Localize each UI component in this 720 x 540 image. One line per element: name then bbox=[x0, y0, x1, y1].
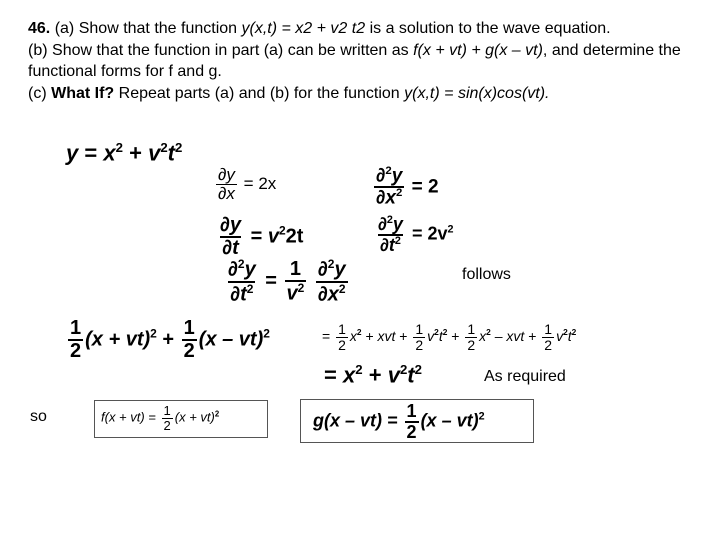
part-a-function: y(x,t) = x2 + v2 t2 bbox=[241, 20, 366, 37]
part-a-end: is a solution to the wave equation. bbox=[369, 20, 611, 37]
part-a-line bbox=[28, 18, 708, 40]
part-c-label: (c) bbox=[28, 84, 47, 102]
part-b-form: f(x + vt) + g(x – vt) bbox=[413, 41, 543, 59]
part-c-text: Repeat parts (a) and (b) for the function bbox=[118, 84, 400, 102]
part-a-label: (a) bbox=[54, 20, 75, 37]
part-b-end: , and determine the functional forms for f and g. bbox=[28, 41, 681, 80]
equation-d2y-dt2: $\frac{\partial^2y}{\partial t^2}$ = $2v^2$ bbox=[378, 214, 454, 255]
part-a-text: Show that the function bbox=[78, 20, 238, 37]
f-definition: f(x + vt) = $\frac{1}{2}$ (x + vt)$^2$ bbox=[101, 403, 220, 433]
f-definition-box bbox=[94, 400, 268, 438]
wave-equation: $\frac{\partial^2y}{\partial t^2}$ = $\frac{1}{v^2}$ $\frac{\partial^2y}{\partial x^2}$ bbox=[228, 257, 346, 306]
problem-number: 46. bbox=[28, 20, 51, 37]
equation-result: = $x^2 + v^2t^2$ bbox=[324, 362, 422, 388]
g-definition-box bbox=[300, 399, 534, 443]
equation-dy-dt: $\frac{\partial y}{\partial t}$ = $v^22t$ bbox=[220, 214, 304, 259]
as-required-label: As required bbox=[484, 368, 566, 385]
g-definition: g(x – vt) = $\frac{1}{2}$ (x – vt)$^2$ bbox=[313, 401, 485, 442]
problem-statement bbox=[28, 18, 708, 104]
equation-dy-dx: $\frac{\partial y}{\partial x}$ = 2x bbox=[218, 165, 277, 203]
equation-d2y-dx2: $\frac{\partial^2y}{\partial x^2}$ = 2 bbox=[376, 165, 439, 209]
equation-y-definition: $y = x^2 + v^2t^2$ bbox=[66, 140, 183, 166]
follows-label: follows bbox=[462, 266, 511, 283]
equation-sum-of-halves: $\frac{1}{2}$ (x + vt)$^2$ + $\frac{1}{2}$ (x – vt)$^2$ bbox=[70, 317, 270, 362]
part-b-line bbox=[28, 40, 708, 83]
part-c-whatif: What If? bbox=[51, 84, 115, 102]
part-c-function: y(x,t) = sin(x)cos(vt). bbox=[404, 84, 550, 102]
equation-expanded: = $\frac{1}{2}$ $x^2$ + xvt + $\frac{1}{2}$ $v^2t^2$ + $\frac{1}{2}$ $x^2$ – xvt + $\frac{1}{2}$ $v^2t^2$ bbox=[322, 321, 577, 353]
part-c-line bbox=[28, 83, 708, 105]
part-b-label: (b) bbox=[28, 41, 48, 59]
part-b-text: Show that the function in part (a) can be written as bbox=[52, 41, 409, 59]
so-label: so bbox=[30, 408, 47, 425]
